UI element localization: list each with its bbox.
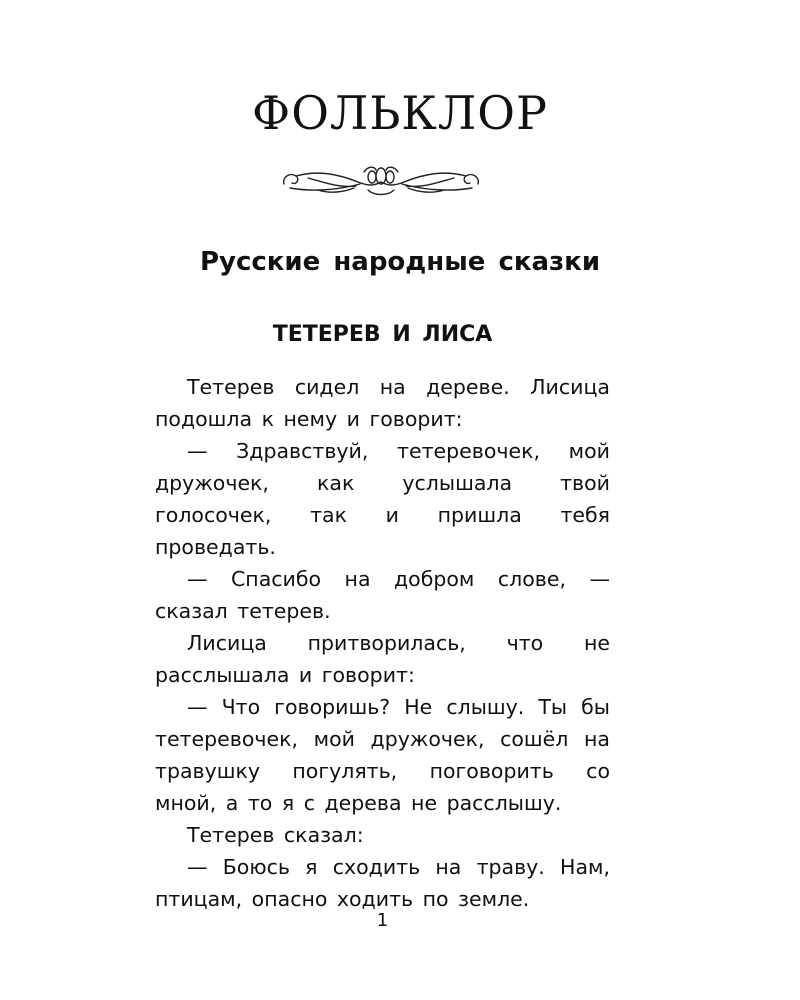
paragraph: Тетерев сидел на дереве. Лисица подошла к нему и говорит: (155, 375, 610, 431)
story-text (155, 371, 610, 915)
paragraph: Лисица притворилась, что не расслышала и говорит: (155, 631, 610, 687)
page-title: ФОЛЬКЛОР (252, 86, 548, 140)
paragraph: — Боюсь я сходить на траву. Нам, птицам, опасно ходить по земле. (155, 855, 610, 911)
paragraph: — Спасибо на добром слове, — сказал тетерев. (155, 567, 610, 623)
page-number: 1 (376, 910, 389, 931)
story-title: ТЕТЕРЕВ И ЛИСА (272, 322, 493, 347)
paragraph: — Здравствуй, тетеревочек, мой дружочек, как услышала твой голосочек, так и пришла тебя проведать. (155, 439, 610, 559)
flourish-ornament-icon (278, 162, 484, 202)
paragraph: — Что говоришь? Не слышу. Ты бы тетеревочек, мой дружочек, сошёл на травушку погулять, поговорить со мной, а то я с дерева не расслышу. (155, 695, 610, 815)
paragraph: Тетерев сказал: (187, 823, 364, 847)
section-title: Русские народные сказки (199, 247, 601, 277)
